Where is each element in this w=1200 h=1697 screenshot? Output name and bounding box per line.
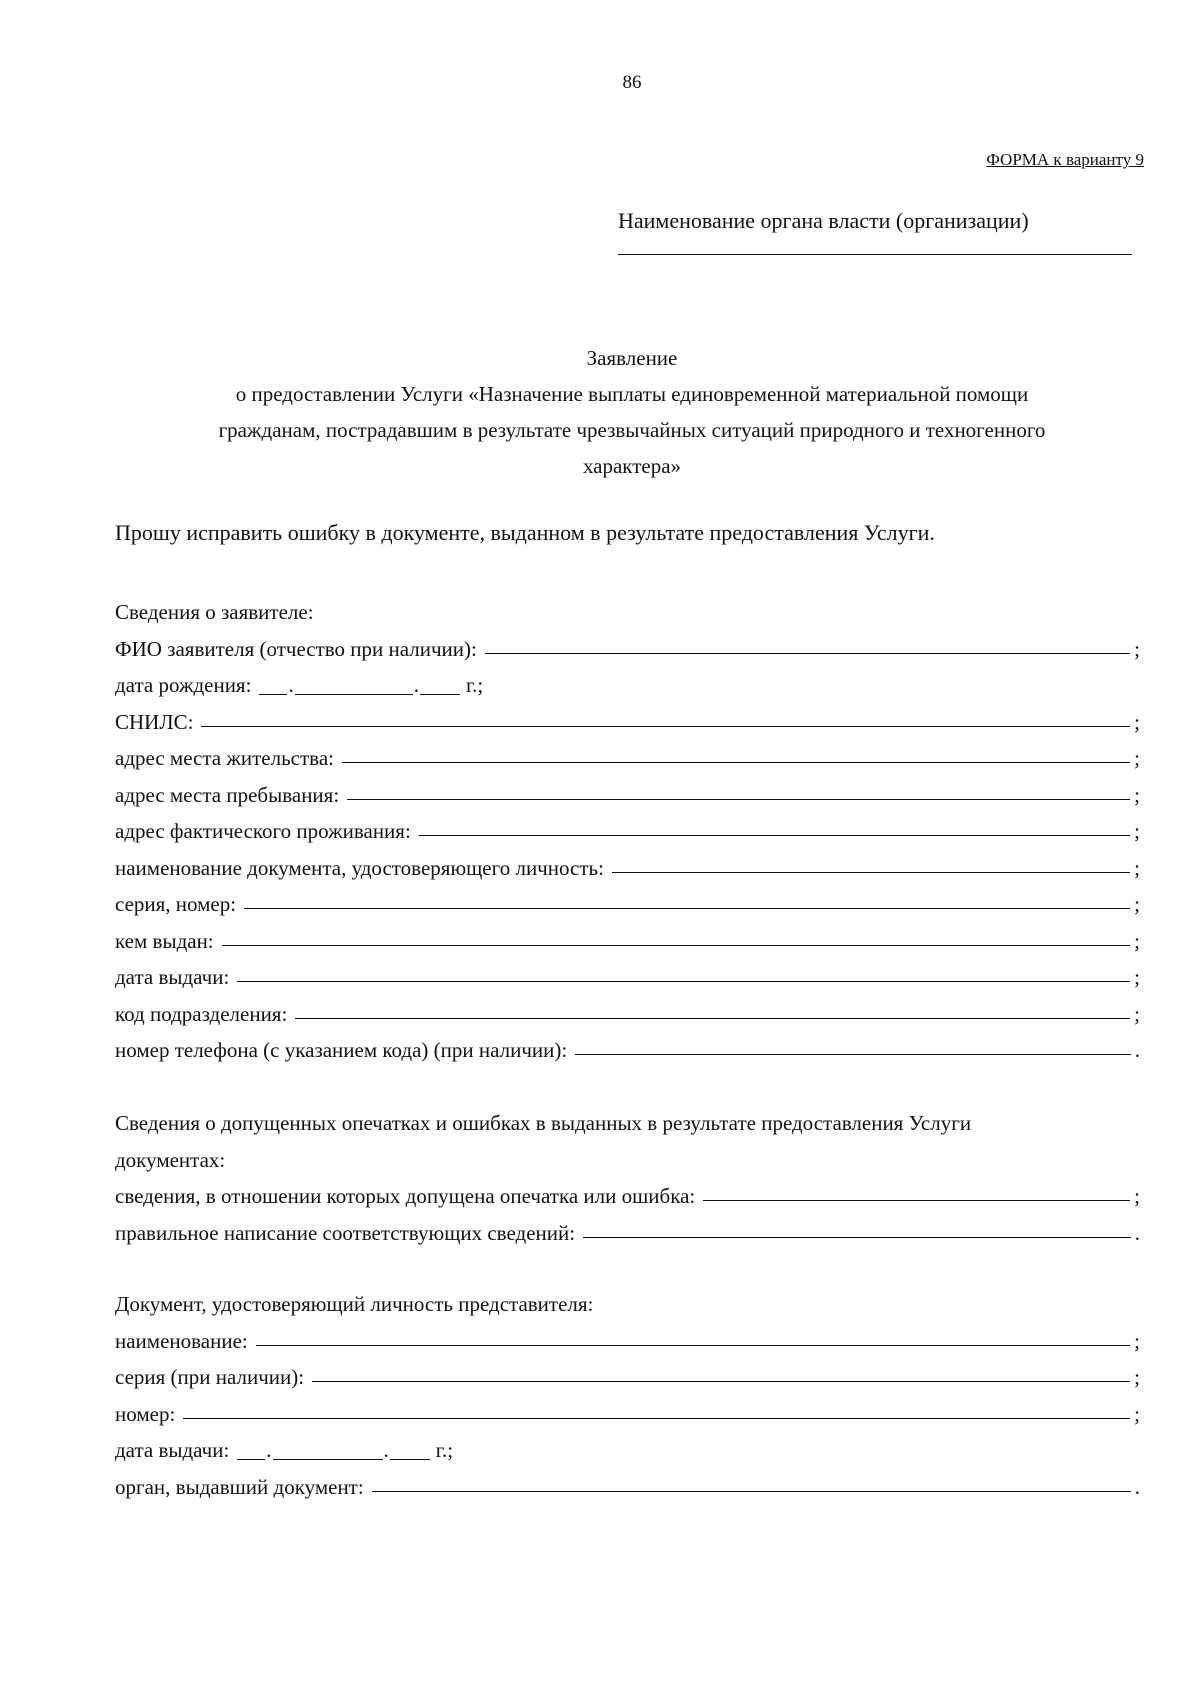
division-code-label: код подразделения: [115, 1001, 288, 1026]
actual-address-field[interactable] [419, 813, 1130, 836]
title-line-4: характера» [582, 454, 682, 478]
authority-field[interactable] [618, 254, 1132, 255]
row-end-punct: ; [1134, 928, 1140, 953]
rep-name-field[interactable] [256, 1323, 1130, 1346]
rep-number-row [115, 1396, 1140, 1433]
series-number-row [115, 886, 1140, 923]
rep-issue-year-field[interactable] [390, 1439, 430, 1460]
row-end-punct: ; [1134, 1401, 1140, 1426]
correct-spelling-field[interactable] [583, 1215, 1131, 1238]
actual-address-label: адрес фактического проживания: [115, 819, 411, 843]
row-end-punct: ; [1134, 1184, 1140, 1208]
row-end-punct: ; [1134, 782, 1140, 807]
authority-label: Наименование органа власти (организации) [618, 208, 1029, 233]
stay-address-label: адрес места пребывания: [115, 782, 340, 807]
rep-issuing-authority-label: орган, выдавший документ: [115, 1474, 364, 1499]
rep-series-row [115, 1359, 1140, 1396]
fio-label: ФИО заявителя (отчество при наличии): [115, 636, 477, 661]
row-end-punct: ; [1134, 855, 1140, 880]
fio-row [115, 631, 1140, 668]
rep-number-label: номер: [115, 1401, 176, 1426]
request-text: Прошу исправить ошибку в документе, выданном в результате предоставления Услуги. [115, 520, 935, 545]
phone-field[interactable] [575, 1032, 1131, 1055]
row-end-punct: . [1134, 1038, 1140, 1062]
issue-date-label: дата выдачи: [115, 965, 230, 989]
stay-address-field[interactable] [347, 777, 1130, 800]
division-code-field[interactable] [295, 996, 1130, 1019]
issue-date-field[interactable] [237, 959, 1130, 982]
row-end-punct: ; [1134, 636, 1140, 661]
date-separator: . [266, 1438, 272, 1462]
actual-address-row [115, 813, 1140, 850]
rep-series-field[interactable] [312, 1359, 1130, 1382]
date-separator: . [288, 673, 294, 697]
snils-row [115, 704, 1140, 741]
row-end-punct: ; [1134, 892, 1140, 916]
row-end-punct: . [1134, 1220, 1140, 1245]
id-doc-name-field[interactable] [612, 850, 1130, 873]
correct-spelling-label: правильное написание соответствующих сведений: [115, 1220, 576, 1245]
birth-date-row [115, 667, 1140, 704]
issue-date-row [115, 959, 1140, 996]
issued-by-label: кем выдан: [115, 928, 214, 953]
title-line-3: гражданам, пострадавшим в результате чрезвычайных ситуаций природного и техногенного [218, 418, 1046, 442]
snils-label: СНИЛС: [115, 709, 194, 734]
row-end-punct: ; [1134, 1001, 1140, 1026]
errors-section [115, 1105, 1140, 1251]
row-end-punct: ; [1134, 1328, 1140, 1353]
rep-issuing-authority-row [115, 1469, 1140, 1506]
applicant-heading: Сведения о заявителе: [115, 600, 314, 624]
representative-section [115, 1286, 1140, 1505]
birth-month-field[interactable] [295, 674, 413, 695]
issued-by-row [115, 923, 1140, 960]
document-title [120, 340, 1144, 484]
stay-address-row [115, 777, 1140, 814]
phone-label: номер телефона (с указанием кода) (при наличии): [115, 1038, 568, 1062]
info-with-error-field[interactable] [703, 1178, 1130, 1201]
rep-name-label: наименование: [115, 1328, 248, 1353]
representative-heading: Документ, удостоверяющий личность представителя: [115, 1292, 594, 1316]
rep-series-label: серия (при наличии): [115, 1365, 305, 1389]
id-doc-name-row [115, 850, 1140, 887]
rep-number-field[interactable] [183, 1396, 1130, 1419]
row-end-punct: ; [1134, 709, 1140, 734]
page-number: 86 [622, 72, 642, 93]
snils-field[interactable] [201, 704, 1130, 727]
birth-date-label: дата рождения: [115, 673, 252, 697]
row-end-punct: ; [1134, 1365, 1140, 1389]
year-suffix: г.; [435, 1438, 454, 1462]
rep-issue-date-row [115, 1432, 1140, 1469]
residence-address-field[interactable] [342, 740, 1130, 763]
title-line-2: о предоставлении Услуги «Назначение выплаты единовременной материальной помощи [235, 382, 1029, 406]
issued-by-field[interactable] [222, 923, 1131, 946]
rep-issue-date-label: дата выдачи: [115, 1438, 230, 1462]
row-end-punct: ; [1134, 965, 1140, 989]
row-end-punct: ; [1134, 746, 1140, 770]
info-with-error-row [115, 1178, 1140, 1215]
form-label: ФОРМА к варианту 9 [986, 150, 1144, 169]
date-separator: . [383, 1438, 389, 1462]
rep-issue-day-field[interactable] [237, 1439, 265, 1460]
birth-day-field[interactable] [259, 674, 287, 695]
applicant-section [115, 594, 1140, 1069]
birth-year-field[interactable] [420, 674, 460, 695]
rep-name-row [115, 1323, 1140, 1360]
series-number-label: серия, номер: [115, 892, 237, 916]
series-number-field[interactable] [244, 886, 1130, 909]
row-end-punct: . [1134, 1474, 1140, 1499]
title-line-1: Заявление [586, 346, 678, 370]
year-suffix: г.; [465, 673, 484, 697]
row-end-punct: ; [1134, 819, 1140, 843]
rep-issue-month-field[interactable] [273, 1439, 383, 1460]
rep-issuing-authority-field[interactable] [372, 1469, 1131, 1492]
info-with-error-label: сведения, в отношении которых допущена опечатка или ошибка: [115, 1184, 696, 1208]
id-doc-name-label: наименование документа, удостоверяющего личность: [115, 855, 604, 880]
correct-spelling-row [115, 1215, 1140, 1252]
errors-heading-line-1: Сведения о допущенных опечатках и ошибках в выданных в результате предоставления Услуги [115, 1111, 972, 1135]
date-separator: . [413, 673, 419, 697]
division-code-row [115, 996, 1140, 1033]
residence-address-row [115, 740, 1140, 777]
residence-address-label: адрес места жительства: [115, 746, 334, 770]
phone-row [115, 1032, 1140, 1069]
fio-field[interactable] [485, 631, 1130, 654]
errors-heading-line-2: документах: [115, 1147, 226, 1172]
